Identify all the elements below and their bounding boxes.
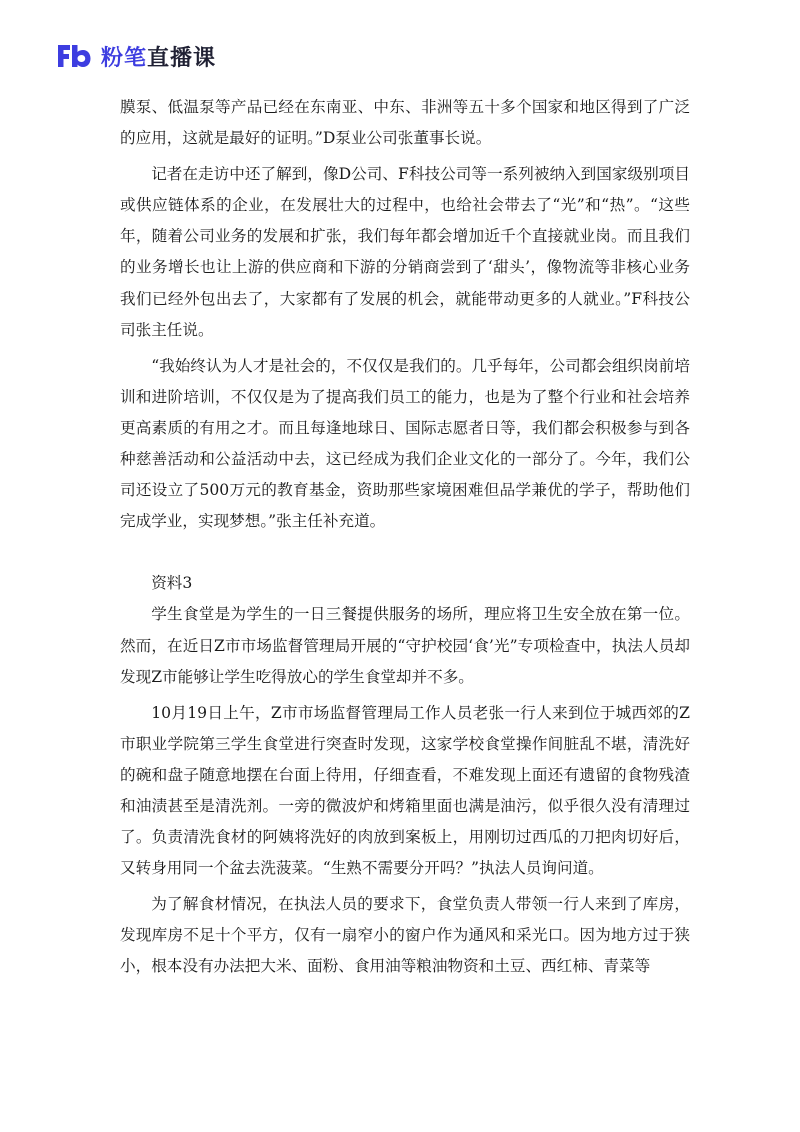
paragraph-4: 学生食堂是为学生的一日三餐提供服务的场所，理应将卫生安全放在第一位。然而，在近日Z市市场监督管理局开展的“守护校园‘食’光”专项检查中，执法人员却发现Z市能够让学生吃得放心的学生食堂却并不多。: [120, 605, 690, 686]
paragraph-5: 10月19日上午，Z市市场监督管理局工作人员老张一行人来到位于城西郊的Z市职业学院第三学生食堂进行突查时发现，这家学校食堂操作间脏乱不堪，清洗好的碗和盘子随意地摆在台面上待用，仔细查看，不难发现上面还有遗留的食物残渣和油渍甚至是清洗剂。一旁的微波炉和烤箱里面也满是油污，似乎很久没有清理过了。负责清洗食材的阿姨将洗好的肉放到案板上，用刚切过西瓜的刀把肉切好后，又转身用同一个盆去洗菠菜。“生熟不需要分开吗？”执法人员询问道。: [120, 703, 690, 878]
paragraph-6: 为了解食材情况，在执法人员的要求下，食堂负责人带领一行人来到了库房，发现库房不足十个平方，仅有一扇窄小的窗户作为通风和采光口。因为地方过于狭小，根本没有办法把大米、面粉、食用油等粮油物资和土豆、西红柿、青菜等: [120, 895, 690, 976]
page-header: [55, 38, 216, 74]
brand-secondary: 直播课: [147, 45, 217, 71]
paragraph-2: 记者在走访中还了解到，像D公司、F科技公司等一系列被纳入到国家级别项目或供应链体系的企业，在发展壮大的过程中，也给社会带去了“光”和“热”。“这些年，随着公司业务的发展和扩张，我们每年都会增加近千个直接就业岗。而且我们的业务增长也让上游的供应商和下游的分销商尝到了‘甜头’，像物流等非核心业务我们已经外包出去了，大家都有了发展的机会，就能带动更多的人就业。”F科技公司张主任说。: [120, 165, 690, 339]
fb-logo-icon: [55, 41, 93, 71]
section-title: 资料3: [151, 574, 193, 593]
paragraph-3: “我始终认为人才是社会的，不仅仅是我们的。几乎每年，公司都会组织岗前培训和进阶培训，不仅仅是为了提高我们员工的能力，也是为了整个行业和社会培养更高素质的有用之才。而且每逢地球日、国际志愿者日等，我们都会积极参与到各种慈善活动和公益活动中去，这已经成为我们企业文化的一部分了。今年，我们公司还设立了500万元的教育基金，资助那些家境困难但品学兼优的学子，帮助他们完成学业，实现梦想。”张主任补充道。: [120, 356, 690, 531]
brand-primary: 粉笔: [101, 45, 148, 71]
document-body: [120, 92, 690, 983]
brand-name: [101, 41, 216, 72]
paragraph-1: 膜泵、低温泵等产品已经在东南亚、中东、非洲等五十多个国家和地区得到了广泛的应用，这就是最好的证明。”D泵业公司张董事长说。: [120, 98, 690, 148]
